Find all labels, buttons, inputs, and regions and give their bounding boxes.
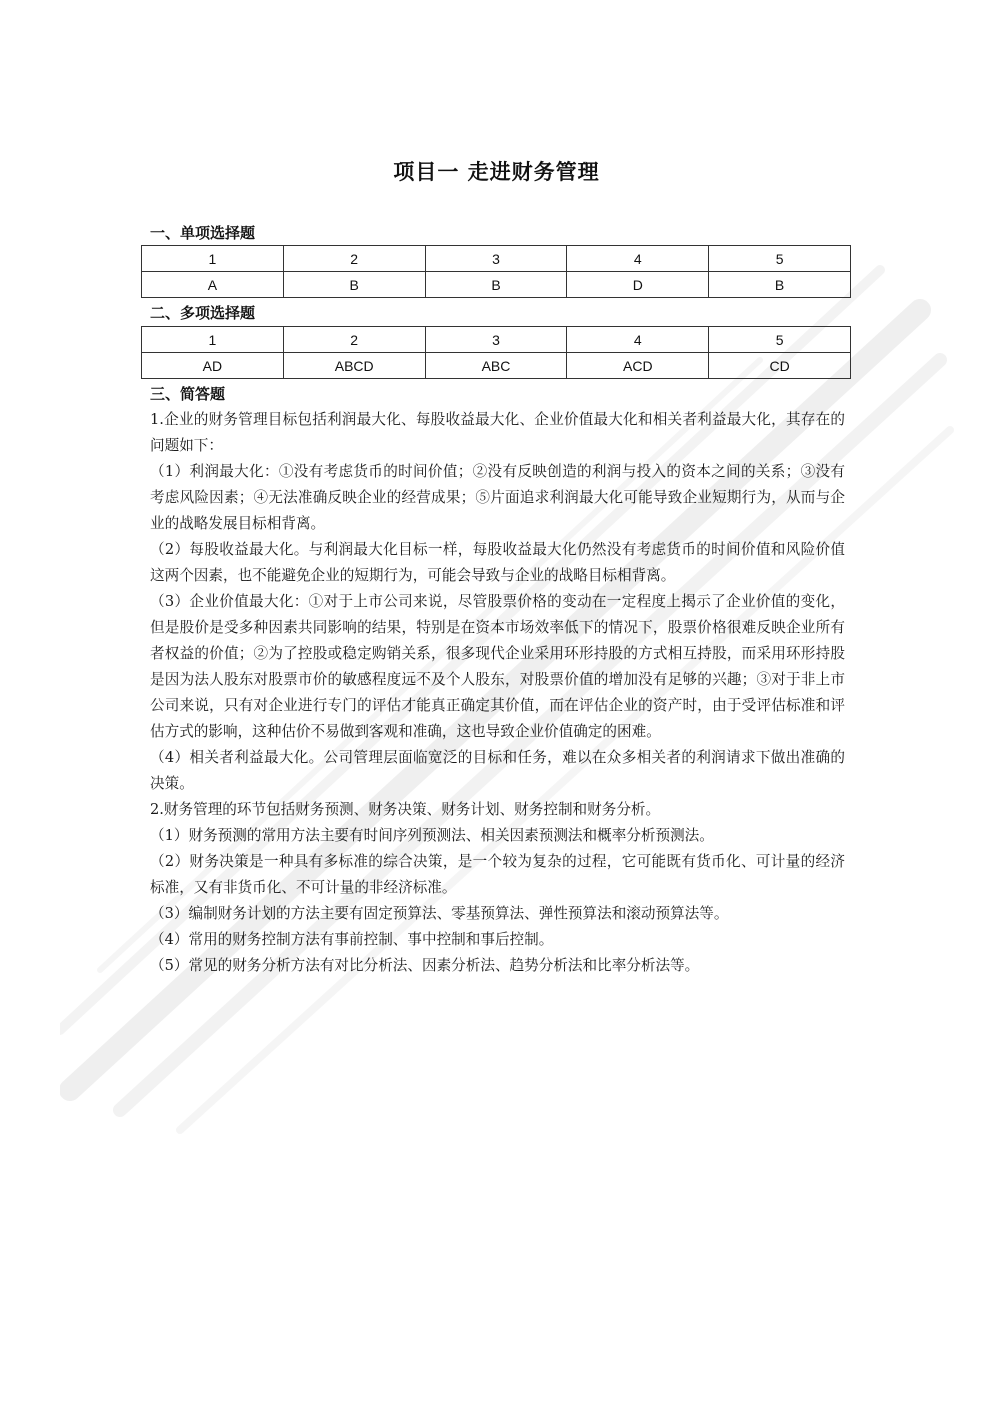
table-cell-number: 4 bbox=[567, 327, 709, 353]
single-choice-answer-table bbox=[141, 245, 851, 298]
table-cell-number: 1 bbox=[142, 327, 284, 353]
table-cell-answer: AD bbox=[142, 353, 284, 379]
table-cell-number: 5 bbox=[709, 246, 851, 272]
question-2-point-1: （1）财务预测的常用方法主要有时间序列预测法、相关因素预测法和概率分析预测法。 bbox=[150, 827, 714, 844]
question-2-title: 2.财务管理的环节包括财务预测、财务决策、财务计划、财务控制和财务分析。 bbox=[150, 801, 661, 818]
question-2-point-4: （4）常用的财务控制方法有事前控制、事中控制和事后控制。 bbox=[150, 931, 554, 948]
table-cell-number: 3 bbox=[425, 327, 567, 353]
table-cell-answer: D bbox=[567, 272, 709, 298]
table-cell-number: 1 bbox=[142, 246, 284, 272]
table-cell-number: 2 bbox=[283, 246, 425, 272]
multiple-choice-answer-table bbox=[141, 326, 851, 379]
table-row-numbers bbox=[142, 327, 851, 353]
question-1-point-3: （3）企业价值最大化：①对于上市公司来说，尽管股票价格的变动在一定程度上揭示了企业价值的变化，但是股价是受多种因素共同影响的结果，特别是在资本市场效率低下的情况下，股票价格很难反映企业所有者权益的价值；②为了控股或稳定购销关系，很多现代企业采用环形持股的方式相互持股，而采用环形持股是因为法人股东对股票市价的敏感程度远不及个人股东，对股票价值的增加没有足够的兴趣；③对于非上市公司来说，只有对企业进行专门的评估才能真正确定其价值，而在评估企业的资产时，由于受评估标准和评估方式的影响，这种估价不易做到客观和准确，这也导致企业价值确定的困难。 bbox=[150, 593, 845, 740]
table-cell-number: 2 bbox=[283, 327, 425, 353]
table-cell-answer: ABCD bbox=[283, 353, 425, 379]
question-1-point-1: （1）利润最大化：①没有考虑货币的时间价值；②没有反映创造的利润与投入的资本之间的关系；③没有考虑风险因素；④无法准确反映企业的经营成果；⑤片面追求利润最大化可能导致企业短期行为，从而与企业的战略发展目标相背离。 bbox=[150, 463, 845, 532]
table-cell-answer: B bbox=[709, 272, 851, 298]
question-1-title: 1.企业的财务管理目标包括利润最大化、每股收益最大化、企业价值最大化和相关者利益最大化，其存在的问题如下： bbox=[150, 411, 845, 454]
short-answer-body bbox=[150, 407, 845, 979]
question-2-point-2: （2）财务决策是一种具有多标准的综合决策，是一个较为复杂的过程，它可能既有货币化、可计量的经济标准，又有非货币化、不可计量的非经济标准。 bbox=[150, 853, 845, 896]
table-cell-number: 3 bbox=[425, 246, 567, 272]
table-cell-answer: ACD bbox=[567, 353, 709, 379]
question-2-point-5: （5）常见的财务分析方法有对比分析法、因素分析法、趋势分析法和比率分析法等。 bbox=[150, 957, 700, 974]
question-1-point-4: （4）相关者利益最大化。公司管理层面临宽泛的目标和任务，难以在众多相关者的利润请求下做出准确的决策。 bbox=[150, 749, 845, 792]
table-row-numbers bbox=[142, 246, 851, 272]
question-1-point-2: （2）每股收益最大化。与利润最大化目标一样，每股收益最大化仍然没有考虑货币的时间价值和风险价值这两个因素，也不能避免企业的短期行为，可能会导致与企业的战略目标相背离。 bbox=[150, 541, 845, 584]
table-cell-number: 4 bbox=[567, 246, 709, 272]
table-cell-answer: B bbox=[425, 272, 567, 298]
question-2-point-3: （3）编制财务计划的方法主要有固定预算法、零基预算法、弹性预算法和滚动预算法等。 bbox=[150, 905, 729, 922]
section-heading-single-choice: 一、单项选择题 bbox=[150, 224, 256, 242]
table-cell-answer: A bbox=[142, 272, 284, 298]
table-cell-answer: ABC bbox=[425, 353, 567, 379]
page-title: 项目一 走进财务管理 bbox=[393, 160, 600, 184]
table-cell-answer: B bbox=[283, 272, 425, 298]
table-cell-answer: CD bbox=[709, 353, 851, 379]
table-cell-number: 5 bbox=[709, 327, 851, 353]
table-row-answers bbox=[142, 353, 851, 379]
section-heading-multiple-choice: 二、多项选择题 bbox=[150, 304, 256, 322]
section-heading-short-answer: 三、简答题 bbox=[150, 385, 226, 403]
table-row-answers bbox=[142, 272, 851, 298]
